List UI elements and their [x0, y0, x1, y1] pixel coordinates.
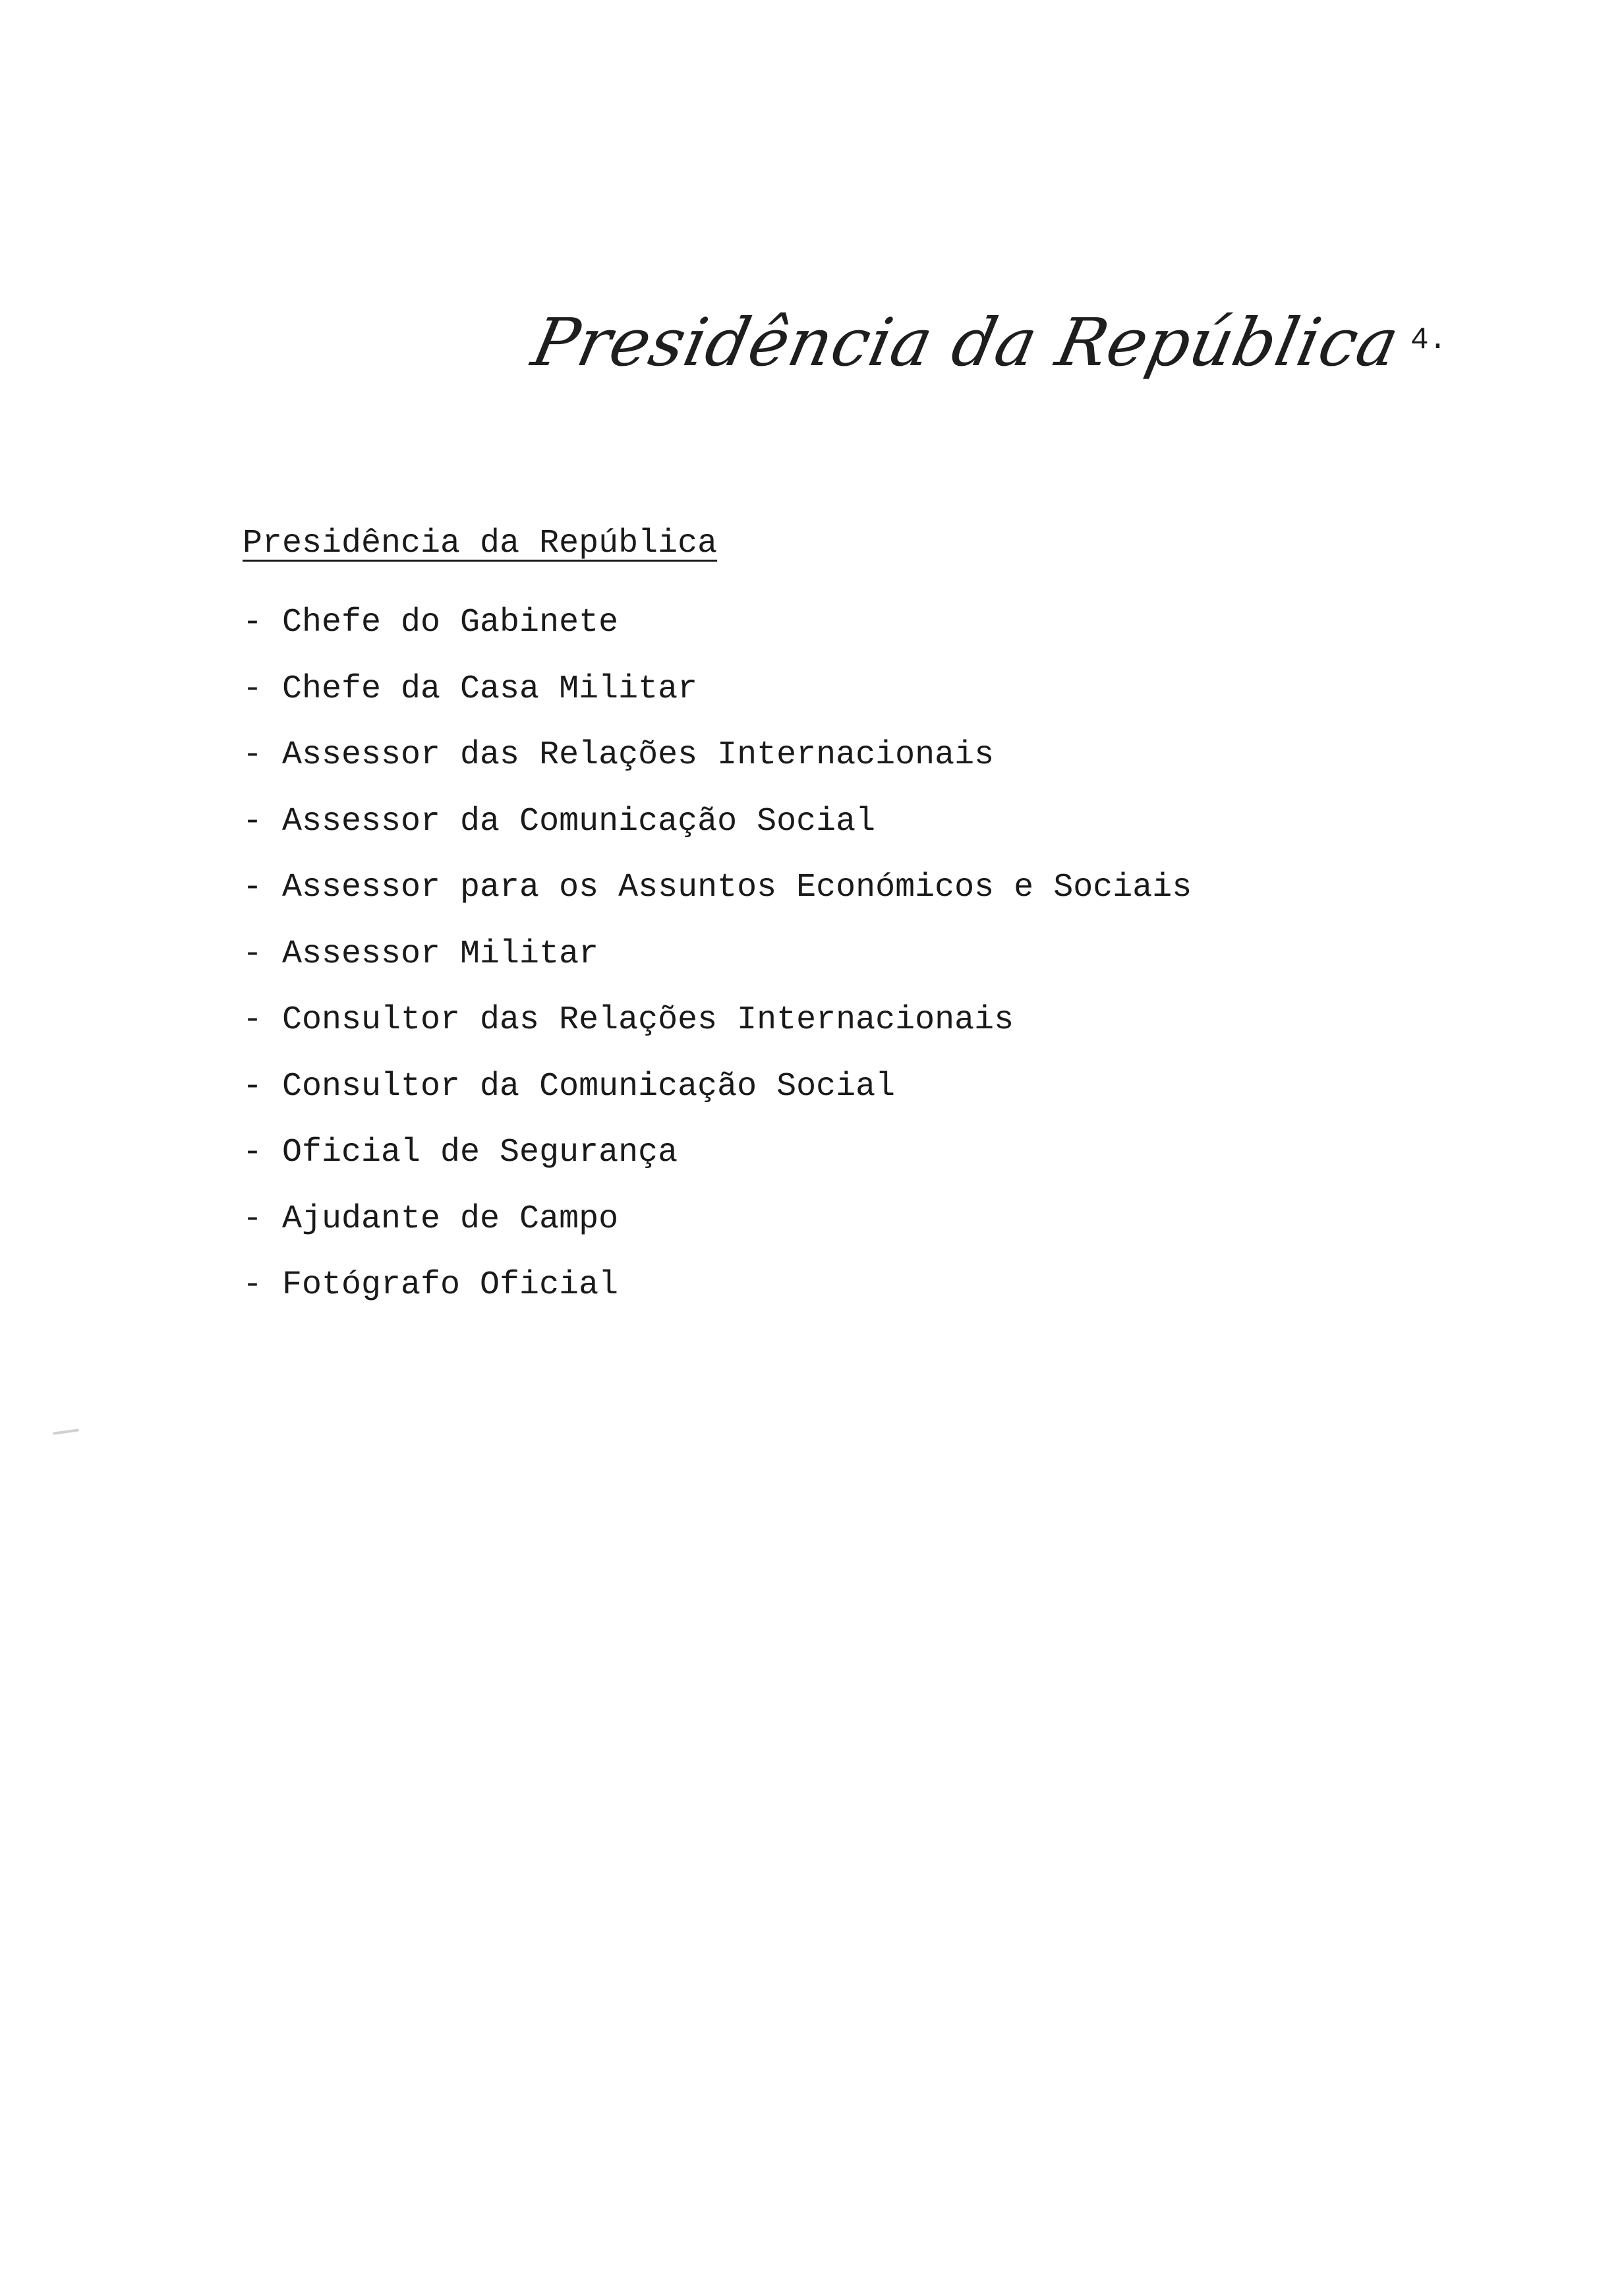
list-item: [243, 1064, 1192, 1131]
list-item-label: Oficial de Segurança: [282, 1134, 678, 1171]
list-item: [243, 732, 1192, 799]
list-bullet: -: [243, 869, 263, 906]
list-item-label: Consultor da Comunicação Social: [282, 1067, 896, 1105]
list-item: [243, 1130, 1192, 1196]
scan-speck: [53, 1428, 79, 1435]
list-bullet: -: [243, 1134, 263, 1171]
list-item: [243, 1196, 1192, 1263]
list-bullet: -: [243, 604, 263, 641]
list-bullet: -: [243, 802, 263, 840]
list-item-label: Assessor para os Assuntos Económicos e Sociais: [282, 869, 1192, 906]
list-bullet: -: [243, 1200, 263, 1238]
list-bullet: -: [243, 935, 263, 973]
letterhead-title: Presidência da República: [525, 304, 1406, 381]
list-bullet: -: [243, 736, 263, 774]
list-item: [243, 666, 1192, 733]
list-item: [243, 1262, 1192, 1329]
list-bullet: -: [243, 1001, 263, 1039]
section-title: Presidência da República: [243, 525, 718, 562]
list-item: [243, 931, 1192, 998]
list-item: [243, 600, 1192, 666]
roles-list: [243, 600, 1192, 1329]
list-item: [243, 799, 1192, 866]
list-bullet: -: [243, 670, 263, 708]
list-item-label: Assessor da Comunicação Social: [282, 802, 876, 840]
list-item-label: Chefe da Casa Militar: [282, 670, 698, 708]
list-bullet: -: [243, 1266, 263, 1304]
list-item-label: Assessor Militar: [282, 935, 599, 973]
list-item-label: Ajudante de Campo: [282, 1200, 619, 1238]
list-item-label: Chefe do Gabinete: [282, 604, 619, 641]
list-item-label: Assessor das Relações Internacionais: [282, 736, 995, 774]
list-bullet: -: [243, 1067, 263, 1105]
list-item-label: Fotógrafo Oficial: [282, 1266, 619, 1304]
list-item: [243, 865, 1192, 931]
list-item: [243, 997, 1192, 1064]
list-item-label: Consultor das Relações Internacionais: [282, 1001, 1014, 1039]
page-number: 4.: [1410, 323, 1447, 357]
